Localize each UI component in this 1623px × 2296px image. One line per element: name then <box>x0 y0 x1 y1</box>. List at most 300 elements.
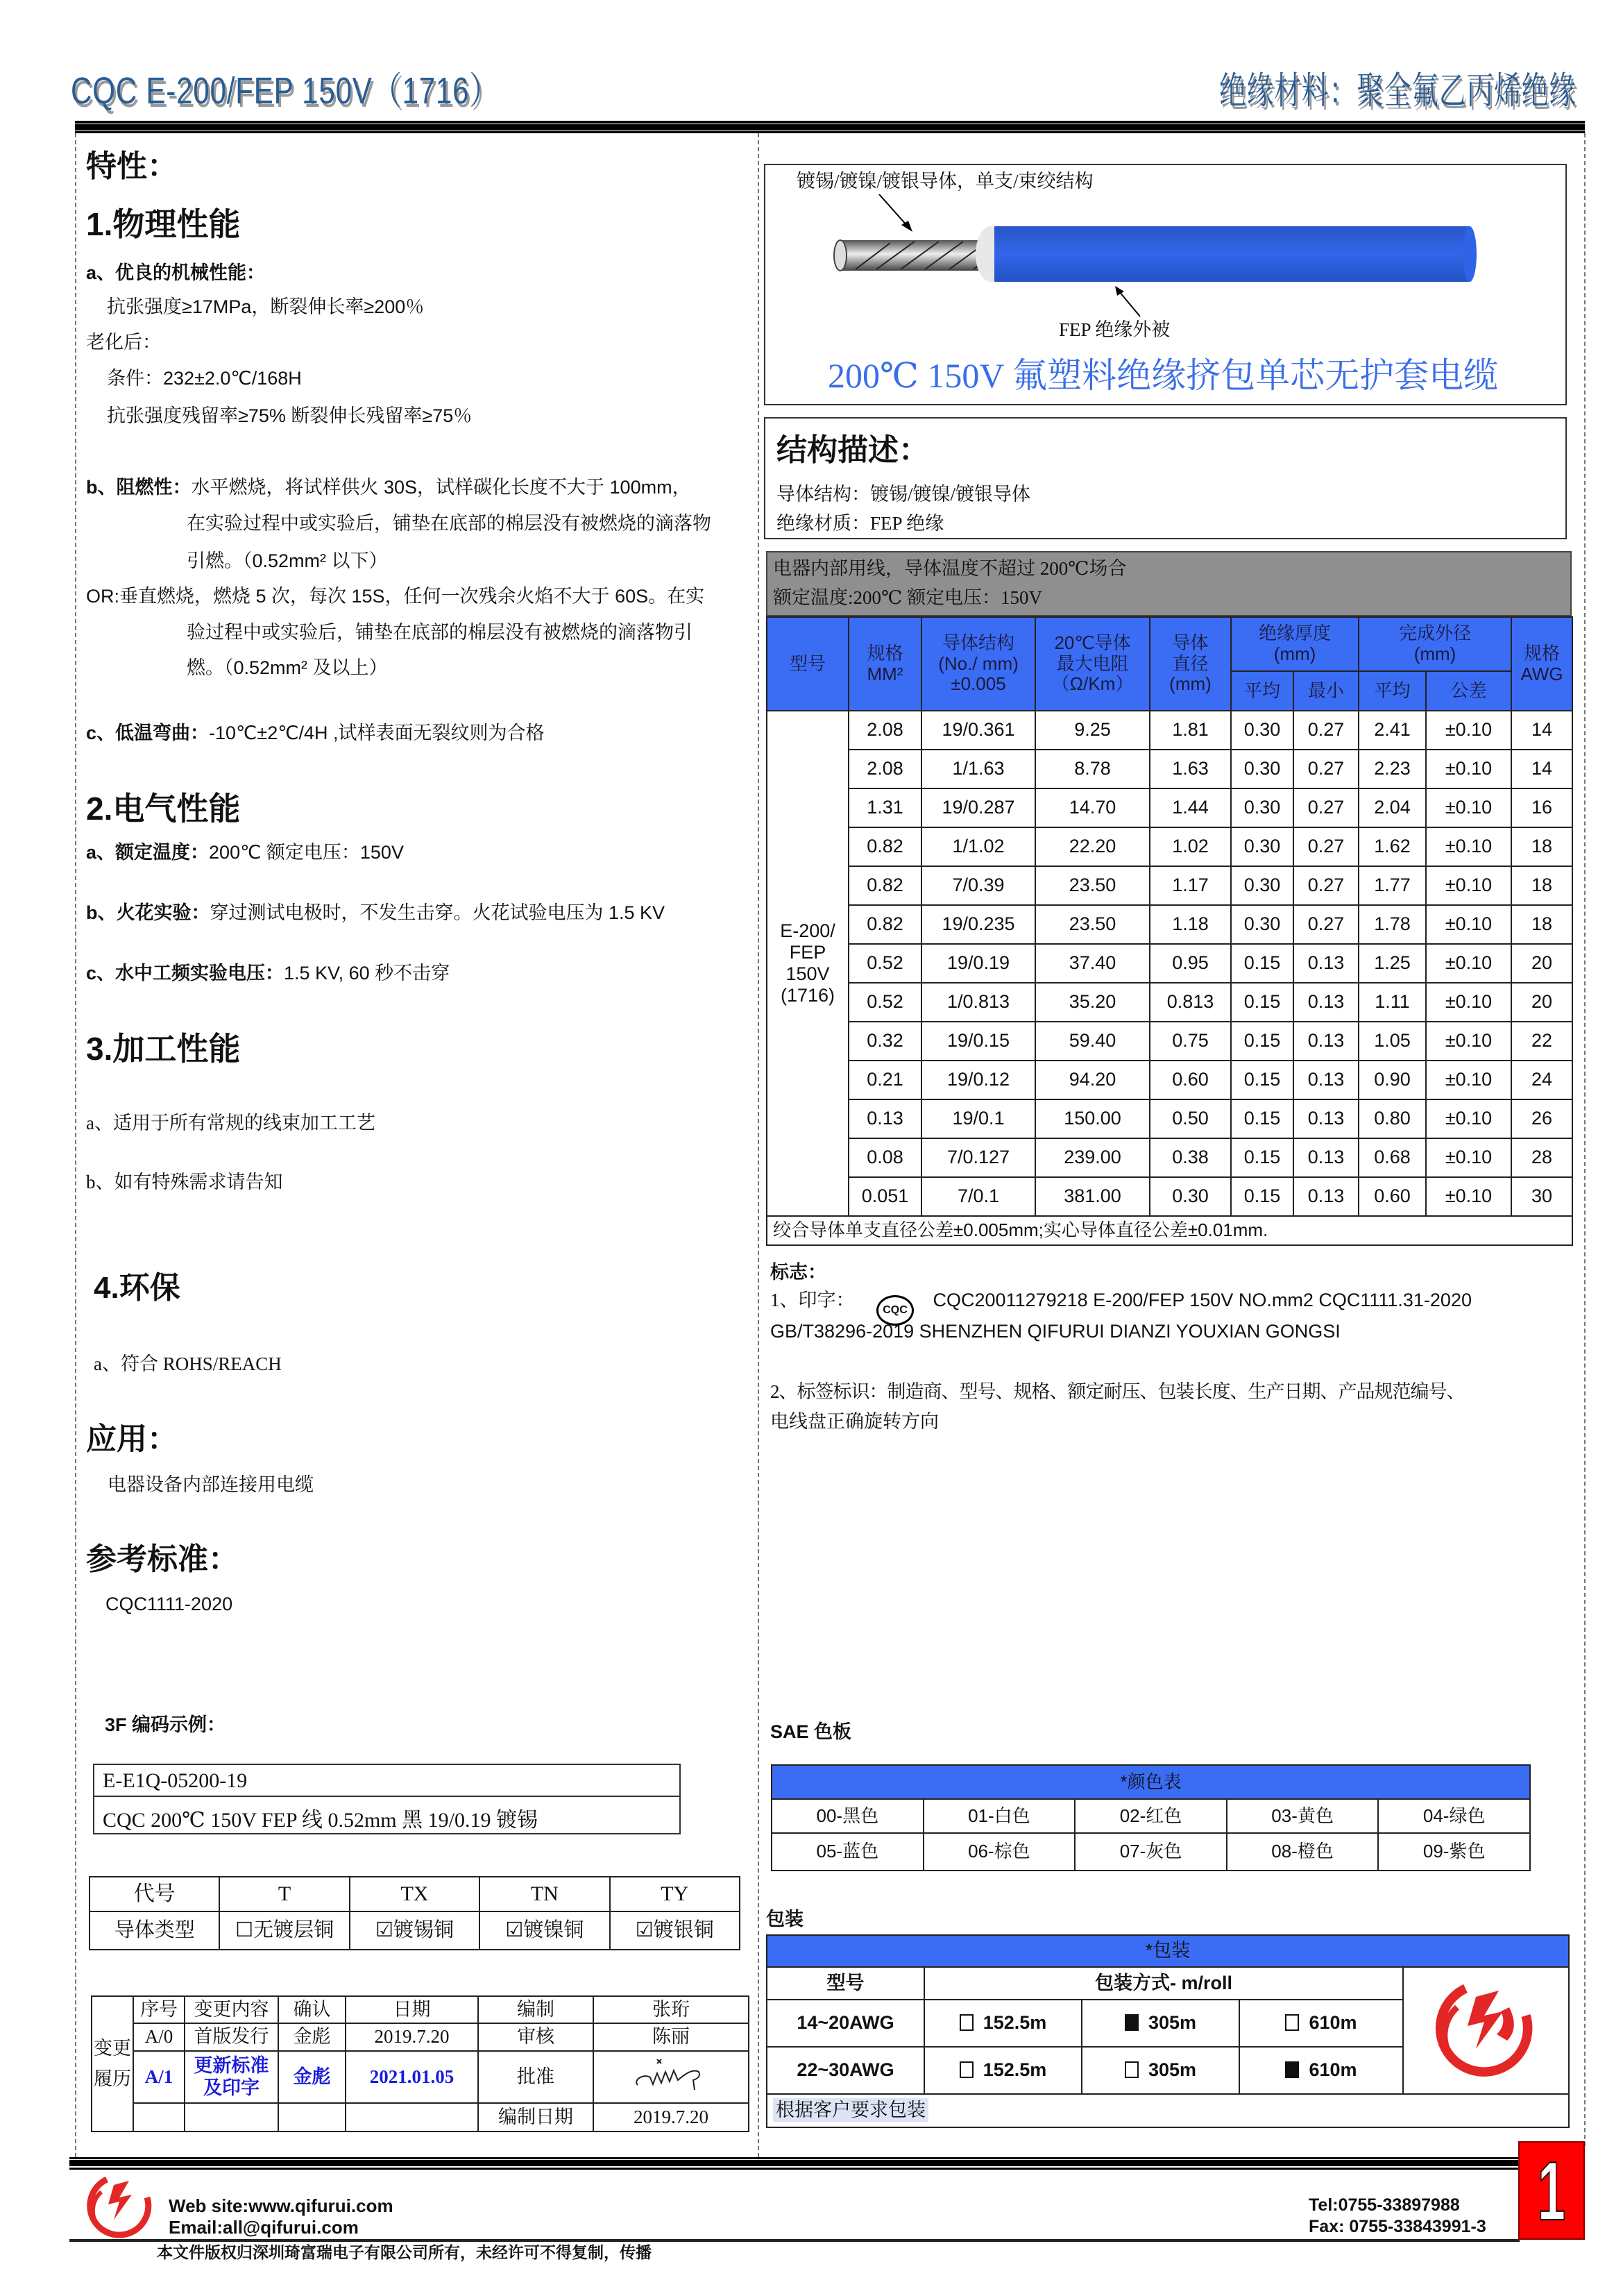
spec-cell: 2.08 <box>849 711 921 750</box>
packing-model: 22~30AWG <box>767 2047 924 2094</box>
cold-bend-text: -10℃±2℃/4H ,试样表面无裂纹则为合格 <box>209 723 545 743</box>
color-code: 02-红色 <box>1075 1799 1227 1833</box>
color-code: 04-绿色 <box>1378 1799 1530 1833</box>
conductor-code-table <box>89 1876 740 1950</box>
print-text: CQC20011279218 E-200/FEP 150V NO.mm2 CQC1111.31-2020 <box>933 1290 1472 1310</box>
spec-cell: 0.52 <box>849 944 921 983</box>
history-cell-updated: 金彪 <box>278 2051 346 2103</box>
spec-cell: 1.18 <box>1150 905 1231 944</box>
spec-cell: 0.27 <box>1293 905 1359 944</box>
spec-cell: 26 <box>1511 1099 1572 1138</box>
color-code: 08-橙色 <box>1227 1833 1379 1871</box>
history-cell-updated: 2021.01.05 <box>346 2051 478 2103</box>
packing-option[interactable] <box>924 2047 1082 2094</box>
column-border <box>75 133 76 2157</box>
spec-cell: 30 <box>1511 1177 1572 1216</box>
sae-heading: SAE 色板 <box>770 1721 852 1742</box>
spec-row <box>767 866 1572 905</box>
header-rule <box>75 131 1585 133</box>
spec-cell: 9.25 <box>1035 711 1150 750</box>
spec-cell: 19/0.287 <box>921 788 1035 827</box>
spec-cell: 0.15 <box>1231 983 1293 1022</box>
spec-cell: ±0.10 <box>1426 788 1511 827</box>
structure-box <box>764 417 1567 539</box>
col-header-insulation: 绝缘厚度 (mm) <box>1231 617 1359 671</box>
spec-cell: 18 <box>1511 866 1572 905</box>
coding-code: E-E1Q-05200-19 <box>94 1765 679 1797</box>
spec-cell: 0.27 <box>1293 711 1359 750</box>
packing-heading: 包装 <box>766 1909 804 1930</box>
spec-cell: ±0.10 <box>1426 750 1511 788</box>
spec-row <box>767 1177 1572 1216</box>
history-cell: 编制日期 <box>478 2103 593 2132</box>
spec-cell: 28 <box>1511 1138 1572 1177</box>
history-cell: 张珩 <box>593 1996 749 2023</box>
spec-row <box>767 788 1572 827</box>
packing-note: 根据客户要求包装 <box>773 2098 928 2122</box>
spec-cell: 0.30 <box>1231 866 1293 905</box>
rating-line <box>86 843 404 862</box>
spec-cell: 14 <box>1511 711 1572 750</box>
spec-cell: 16 <box>1511 788 1572 827</box>
company-logo-cell <box>1403 1967 1569 2094</box>
history-cell: 序号 <box>133 1996 185 2023</box>
spec-cell: ±0.10 <box>1426 1022 1511 1061</box>
spark-line <box>86 904 665 922</box>
spec-note-usage: 电器内部用线，导体温度不超过 200℃场合 <box>773 558 1127 579</box>
print-text-2: GB/T38296-2019 SHENZHEN QIFURUI DIANZI YOUXIAN GONGSI <box>770 1321 1341 1342</box>
col-header-strand: 导体结构 (No./ mm) ±0.005 <box>921 617 1035 711</box>
coding-heading: 3F 编码示例： <box>105 1714 226 1735</box>
insulation-jacket <box>994 226 1470 282</box>
spec-cell: 1.63 <box>1150 750 1231 788</box>
unchecked-box-icon <box>1285 2014 1299 2031</box>
spec-cell: 0.30 <box>1231 827 1293 866</box>
document-title: CQC E-200/FEP 150V（1716） <box>71 70 500 112</box>
footer-rule-thick <box>69 2160 1518 2166</box>
spec-cell: 1.31 <box>849 788 921 827</box>
spec-cell: ±0.10 <box>1426 1061 1511 1099</box>
spec-cell: 23.50 <box>1035 866 1150 905</box>
spec-cell: 0.27 <box>1293 866 1359 905</box>
checked-box-icon <box>1125 2014 1139 2031</box>
water-test-line <box>86 964 450 983</box>
footer-fax: Fax: 0755-33843991-3 <box>1309 2217 1486 2236</box>
spec-cell: 23.50 <box>1035 905 1150 944</box>
history-cell: 2019.7.20 <box>593 2103 749 2132</box>
spec-cell: 0.13 <box>1293 1022 1359 1061</box>
spec-cell: 35.20 <box>1035 983 1150 1022</box>
insulation-label: FEP 绝缘外被 <box>1059 319 1171 340</box>
processing-heading: 3.加工性能 <box>86 1031 241 1067</box>
conductor-option-checkbox[interactable]: ☑镀银铜 <box>610 1911 740 1950</box>
spec-cell: 94.20 <box>1035 1061 1150 1099</box>
application-heading: 应用： <box>86 1422 178 1456</box>
label-text-2: 电线盘正确旋转方向 <box>770 1411 939 1432</box>
col-header-ins-avg: 平均 <box>1231 671 1293 711</box>
spec-cell: 0.68 <box>1359 1138 1426 1177</box>
characteristics-heading: 特性： <box>86 149 178 183</box>
standard-heading: 参考标准： <box>86 1542 239 1576</box>
spec-cell: 37.40 <box>1035 944 1150 983</box>
spec-cell: 0.13 <box>1293 983 1359 1022</box>
structure-heading: 结构描述： <box>776 433 929 467</box>
packing-table-header: *包装 <box>767 1935 1569 1967</box>
spec-cell: ±0.10 <box>1426 866 1511 905</box>
footer-website[interactable]: Web site:www.qifurui.com <box>169 2195 393 2216</box>
spec-cell: 7/0.1 <box>921 1177 1035 1216</box>
vertical-flame-text: OR:垂直燃烧，燃烧 5 次，每次 15S，任何一次残余火焰不大于 60S。在实 <box>86 586 705 607</box>
history-cell <box>278 2103 346 2132</box>
spec-cell: 2.08 <box>849 750 921 788</box>
history-cell: 变更内容 <box>185 1996 278 2023</box>
spec-row <box>767 750 1572 788</box>
history-cell <box>133 2103 185 2132</box>
spec-cell: 2.41 <box>1359 711 1426 750</box>
spec-cell: 19/0.15 <box>921 1022 1035 1061</box>
spec-cell: 0.30 <box>1231 750 1293 788</box>
flame-text: 水平燃烧，将试样供火 30S，试样碳化长度不大于 100mm， <box>191 477 691 498</box>
packing-length: 152.5m <box>983 2012 1047 2034</box>
spec-cell: 24 <box>1511 1061 1572 1099</box>
spec-model: E-200/ FEP 150V (1716) <box>767 711 849 1216</box>
header-rule <box>75 121 1585 124</box>
standard-text: CQC1111-2020 <box>105 1594 233 1614</box>
processing-a: a、适用于所有常规的线束加工工艺 <box>86 1113 375 1133</box>
code-header: 代号 <box>90 1877 219 1911</box>
packing-option[interactable] <box>924 2000 1082 2047</box>
footer-rule <box>69 2168 1518 2170</box>
history-cell <box>185 2103 278 2132</box>
footer-email[interactable]: Email:all@qifurui.com <box>169 2217 359 2238</box>
spec-row <box>767 1061 1572 1099</box>
aging-label: 老化后： <box>86 332 161 353</box>
col-header-diameter: 导体 直径 (mm) <box>1150 617 1231 711</box>
history-cell: 首版发行 <box>185 2023 278 2051</box>
material-title: 绝缘材料：聚全氟乙丙烯绝缘 <box>1219 70 1577 112</box>
spec-cell: 20 <box>1511 944 1572 983</box>
conductor-option-checkbox[interactable]: ☑镀镍铜 <box>479 1911 609 1950</box>
spec-cell: ±0.10 <box>1426 1138 1511 1177</box>
spark-label: b、火花实验： <box>86 902 210 923</box>
spec-cell: 0.50 <box>1150 1099 1231 1138</box>
spec-cell: 1.78 <box>1359 905 1426 944</box>
spec-cell: 1.05 <box>1359 1022 1426 1061</box>
electrical-heading: 2.电气性能 <box>86 791 241 827</box>
spec-cell: 19/0.1 <box>921 1099 1035 1138</box>
environment-a: a、符合 ROHS/REACH <box>94 1353 282 1374</box>
specification-table <box>766 616 1573 1246</box>
spec-cell: 0.13 <box>849 1099 921 1138</box>
color-code: 03-黄色 <box>1227 1799 1379 1833</box>
history-cell: 陈丽 <box>593 2023 749 2051</box>
color-code: 09-紫色 <box>1378 1833 1530 1871</box>
spec-row <box>767 944 1572 983</box>
spec-cell: 0.30 <box>1231 905 1293 944</box>
cold-bend-line <box>86 724 545 743</box>
checked-box-icon <box>1285 2061 1299 2078</box>
conductor-option-checkbox[interactable]: ☑镀锡铜 <box>350 1911 479 1950</box>
conductor-end <box>834 240 847 271</box>
spec-cell: 7/0.127 <box>921 1138 1035 1177</box>
history-cell: 批准 <box>478 2051 593 2103</box>
spec-cell: 0.13 <box>1293 1061 1359 1099</box>
spec-cell: 0.90 <box>1359 1061 1426 1099</box>
spec-cell: 0.82 <box>849 866 921 905</box>
spec-cell: 19/0.361 <box>921 711 1035 750</box>
conductor-type-label: 导体类型 <box>90 1911 219 1950</box>
water-test-label: c、水中工频实验电压： <box>86 963 284 984</box>
code-header: T <box>219 1877 349 1911</box>
conductor-option-checkbox[interactable]: ☐无镀层铜 <box>219 1911 349 1950</box>
spec-cell: 22.20 <box>1035 827 1150 866</box>
color-table <box>771 1764 1531 1871</box>
footer-logo-icon <box>86 2171 155 2240</box>
spec-cell: 14 <box>1511 750 1572 788</box>
spec-cell: 0.75 <box>1150 1022 1231 1061</box>
spec-cell: 8.78 <box>1035 750 1150 788</box>
column-border <box>1584 133 1586 2146</box>
packing-option[interactable] <box>1082 2000 1239 2047</box>
spec-cell: 1/1.63 <box>921 750 1035 788</box>
spec-cell: 0.15 <box>1231 1099 1293 1138</box>
spec-cell: 0.80 <box>1359 1099 1426 1138</box>
company-logo-icon <box>1434 1976 1538 2080</box>
spec-cell: 0.60 <box>1359 1177 1426 1216</box>
spec-cell: 1.11 <box>1359 983 1426 1022</box>
spec-row <box>767 983 1572 1022</box>
spec-cell: 1.02 <box>1150 827 1231 866</box>
spec-note-bar <box>766 551 1572 616</box>
cable-caption: 200℃ 150V 氟塑料绝缘挤包单芯无护套电缆 <box>828 356 1499 395</box>
spec-cell: ±0.10 <box>1426 944 1511 983</box>
packing-length: 305m <box>1148 2012 1197 2034</box>
signature <box>593 2051 749 2103</box>
spec-cell: 14.70 <box>1035 788 1150 827</box>
page-number: 1 <box>1537 2145 1566 2238</box>
spec-row <box>767 711 1572 750</box>
color-code: 01-白色 <box>924 1799 1076 1833</box>
spec-cell: ±0.10 <box>1426 1177 1511 1216</box>
spec-cell: 1.44 <box>1150 788 1231 827</box>
spec-cell: 0.15 <box>1231 1061 1293 1099</box>
unchecked-box-icon <box>960 2014 974 2031</box>
tensile-text: 抗张强度≥17MPa，断裂伸长率≥200％ <box>107 296 425 317</box>
conductor-label: 镀锡/镀镍/镀银导体，单支/束绞结构 <box>797 171 1094 192</box>
aging-condition: 条件：232±2.0℃/168H <box>107 368 302 389</box>
history-cell: 2019.7.20 <box>346 2023 478 2051</box>
unchecked-box-icon <box>960 2061 974 2078</box>
spec-cell: 0.95 <box>1150 944 1231 983</box>
col-header-od: 完成外径 (mm) <box>1359 617 1511 671</box>
spec-cell: 0.52 <box>849 983 921 1022</box>
spec-cell: 18 <box>1511 827 1572 866</box>
print-label: 1、印字： <box>770 1290 855 1310</box>
spec-cell: 0.21 <box>849 1061 921 1099</box>
spec-cell: 1.17 <box>1150 866 1231 905</box>
revision-history-table <box>91 1995 749 2132</box>
spec-cell: ±0.10 <box>1426 1099 1511 1138</box>
packing-col-model: 型号 <box>767 1967 924 2000</box>
history-cell-updated: A/1 <box>133 2051 185 2103</box>
water-test-text: 1.5 KV, 60 秒不击穿 <box>284 963 450 984</box>
insulation-arrow <box>1119 292 1140 316</box>
cqc-logo: CQC <box>876 1295 914 1326</box>
spec-cell: 18 <box>1511 905 1572 944</box>
vertical-flame-cont: 验过程中或实验后，铺垫在底部的棉层没有被燃烧的滴落物引 <box>187 622 692 643</box>
col-header-ins-min: 最小 <box>1293 671 1359 711</box>
spec-cell: ±0.10 <box>1426 905 1511 944</box>
spec-cell: 0.30 <box>1231 711 1293 750</box>
spec-cell: 0.15 <box>1231 944 1293 983</box>
spec-footnote: 绞合导体单支直径公差±0.005mm;实心导体直径公差±0.01mm. <box>767 1216 1572 1245</box>
packing-length: 305m <box>1148 2059 1197 2081</box>
packing-length: 610m <box>1309 2059 1357 2081</box>
spec-cell: 0.13 <box>1293 944 1359 983</box>
spec-cell: ±0.10 <box>1426 711 1511 750</box>
spec-cell: 0.813 <box>1150 983 1231 1022</box>
spec-cell: 2.23 <box>1359 750 1426 788</box>
spec-cell: 0.15 <box>1231 1138 1293 1177</box>
packing-model: 14~20AWG <box>767 2000 924 2047</box>
packing-length: 152.5m <box>983 2059 1047 2081</box>
spec-cell: 0.13 <box>1293 1099 1359 1138</box>
spec-row <box>767 905 1572 944</box>
spec-cell: 0.38 <box>1150 1138 1231 1177</box>
signature-image <box>629 2054 713 2095</box>
packing-option[interactable] <box>1082 2047 1239 2094</box>
spec-cell: 19/0.19 <box>921 944 1035 983</box>
spec-cell: 0.27 <box>1293 750 1359 788</box>
spec-cell: 0.82 <box>849 827 921 866</box>
col-header-od-avg: 平均 <box>1359 671 1426 711</box>
flame-label: b、阻燃性： <box>86 477 192 498</box>
structure-conductor: 导体结构：镀锡/镀镍/镀银导体 <box>776 484 1031 505</box>
cable-figure <box>764 164 1567 405</box>
col-header-size: 规格 MM² <box>849 617 921 711</box>
color-table-header: *颜色表 <box>772 1765 1530 1799</box>
packing-option[interactable] <box>1239 2000 1403 2047</box>
spec-cell: 0.13 <box>1293 1138 1359 1177</box>
environment-heading: 4.环保 <box>94 1271 180 1305</box>
packing-length: 610m <box>1309 2012 1357 2034</box>
spec-note-rating: 额定温度:200℃ 额定电压：150V <box>773 587 1042 608</box>
spec-row <box>767 827 1572 866</box>
label-text: 2、标签标识：制造商、型号、规格、额定耐压、包装长度、生产日期、产品规范编号、 <box>770 1381 1465 1402</box>
spec-cell: 0.27 <box>1293 827 1359 866</box>
history-cell: 审核 <box>478 2023 593 2051</box>
cold-bend-label: c、低温弯曲： <box>86 723 210 743</box>
spec-cell: 0.60 <box>1150 1061 1231 1099</box>
spec-cell: 1/1.02 <box>921 827 1035 866</box>
coding-description: CQC 200℃ 150V FEP 线 0.52mm 黑 19/0.19 镀锡 <box>103 1809 538 1832</box>
spec-cell: ±0.10 <box>1426 983 1511 1022</box>
packing-table <box>766 1934 1570 2128</box>
spec-cell: 0.30 <box>1231 788 1293 827</box>
spec-row <box>767 1099 1572 1138</box>
spec-cell: 22 <box>1511 1022 1572 1061</box>
spec-cell: 0.82 <box>849 905 921 944</box>
copyright-notice: 本文件版权归深圳琦富瑞电子有限公司所有，未经许可不得复制，传播 <box>157 2243 652 2261</box>
spec-cell: 0.27 <box>1293 788 1359 827</box>
color-code: 06-棕色 <box>924 1833 1076 1871</box>
flame-cont: 在实验过程中或实验后，铺垫在底部的棉层没有被燃烧的滴落物 <box>187 513 711 534</box>
spec-row <box>767 1022 1572 1061</box>
spark-text: 穿过测试电极时，不发生击穿。火花试验电压为 1.5 KV <box>210 902 665 923</box>
flame-cont: 引燃。（0.52mm² 以下） <box>187 550 388 571</box>
header-rule-thick <box>75 124 1585 130</box>
col-header-resistance: 20℃导体 最大电阻 （Ω/Km） <box>1035 617 1150 711</box>
spec-cell: 0.15 <box>1231 1177 1293 1216</box>
rating-label: a、额定温度： <box>86 842 210 863</box>
packing-col-method: 包装方式- m/roll <box>924 1967 1403 2000</box>
spec-cell: 20 <box>1511 983 1572 1022</box>
conductor-arrow <box>879 194 908 226</box>
marking-heading: 标志： <box>770 1262 826 1283</box>
page-number-box <box>1518 2141 1585 2240</box>
history-cell: 日期 <box>346 1996 478 2023</box>
spec-cell: 1/0.813 <box>921 983 1035 1022</box>
history-cell <box>346 2103 478 2132</box>
col-header-model: 型号 <box>767 617 849 711</box>
insulation-tip <box>1463 226 1477 282</box>
spec-cell: 59.40 <box>1035 1022 1150 1061</box>
revision-side-label: 变更履历 <box>92 1996 133 2132</box>
processing-b: b、如有特殊需求请告知 <box>86 1172 283 1192</box>
spec-row <box>767 1138 1572 1177</box>
spec-cell: ±0.10 <box>1426 827 1511 866</box>
history-cell: 确认 <box>278 1996 346 2023</box>
spec-cell: 150.00 <box>1035 1099 1150 1138</box>
footer-rule <box>69 2157 1518 2159</box>
color-code: 05-蓝色 <box>772 1833 924 1871</box>
history-cell: A/0 <box>133 2023 185 2051</box>
color-code: 07-灰色 <box>1075 1833 1227 1871</box>
packing-option[interactable] <box>1239 2047 1403 2094</box>
spec-cell: 7/0.39 <box>921 866 1035 905</box>
retention-text: 抗张强度残留率≥75% 断裂伸长残留率≥75％ <box>107 405 473 426</box>
history-cell: 金彪 <box>278 2023 346 2051</box>
spec-cell: 0.15 <box>1231 1022 1293 1061</box>
history-cell: 编制 <box>478 1996 593 2023</box>
col-header-awg: 规格 AWG <box>1511 617 1572 711</box>
spec-cell: 239.00 <box>1035 1138 1150 1177</box>
spec-cell: 1.77 <box>1359 866 1426 905</box>
flame-line <box>86 478 691 497</box>
spec-cell: 2.04 <box>1359 788 1426 827</box>
spec-cell: 19/0.235 <box>921 905 1035 944</box>
unchecked-box-icon <box>1125 2061 1139 2078</box>
spec-cell: 0.051 <box>849 1177 921 1216</box>
physical-heading: 1.物理性能 <box>86 206 241 242</box>
col-header-od-tol: 公差 <box>1426 671 1511 711</box>
spec-cell: 1.62 <box>1359 827 1426 866</box>
color-code: 00-黑色 <box>772 1799 924 1833</box>
footer-tel: Tel:0755-33897988 <box>1309 2195 1460 2215</box>
spec-cell: 19/0.12 <box>921 1061 1035 1099</box>
coding-example-box <box>93 1764 681 1834</box>
history-cell-updated: 更新标准及印字 <box>185 2051 278 2103</box>
code-header: TN <box>479 1877 609 1911</box>
spec-cell: 0.32 <box>849 1022 921 1061</box>
code-header: TY <box>610 1877 740 1911</box>
application-text: 电器设备内部连接用电缆 <box>108 1474 314 1495</box>
footer-bottom-rule <box>69 2239 1520 2242</box>
vertical-flame-cont: 燃。（0.52mm² 及以上） <box>187 657 388 678</box>
spec-cell: 1.81 <box>1150 711 1231 750</box>
spec-cell: 0.13 <box>1293 1177 1359 1216</box>
structure-insulation: 绝缘材质：FEP 绝缘 <box>776 513 944 534</box>
